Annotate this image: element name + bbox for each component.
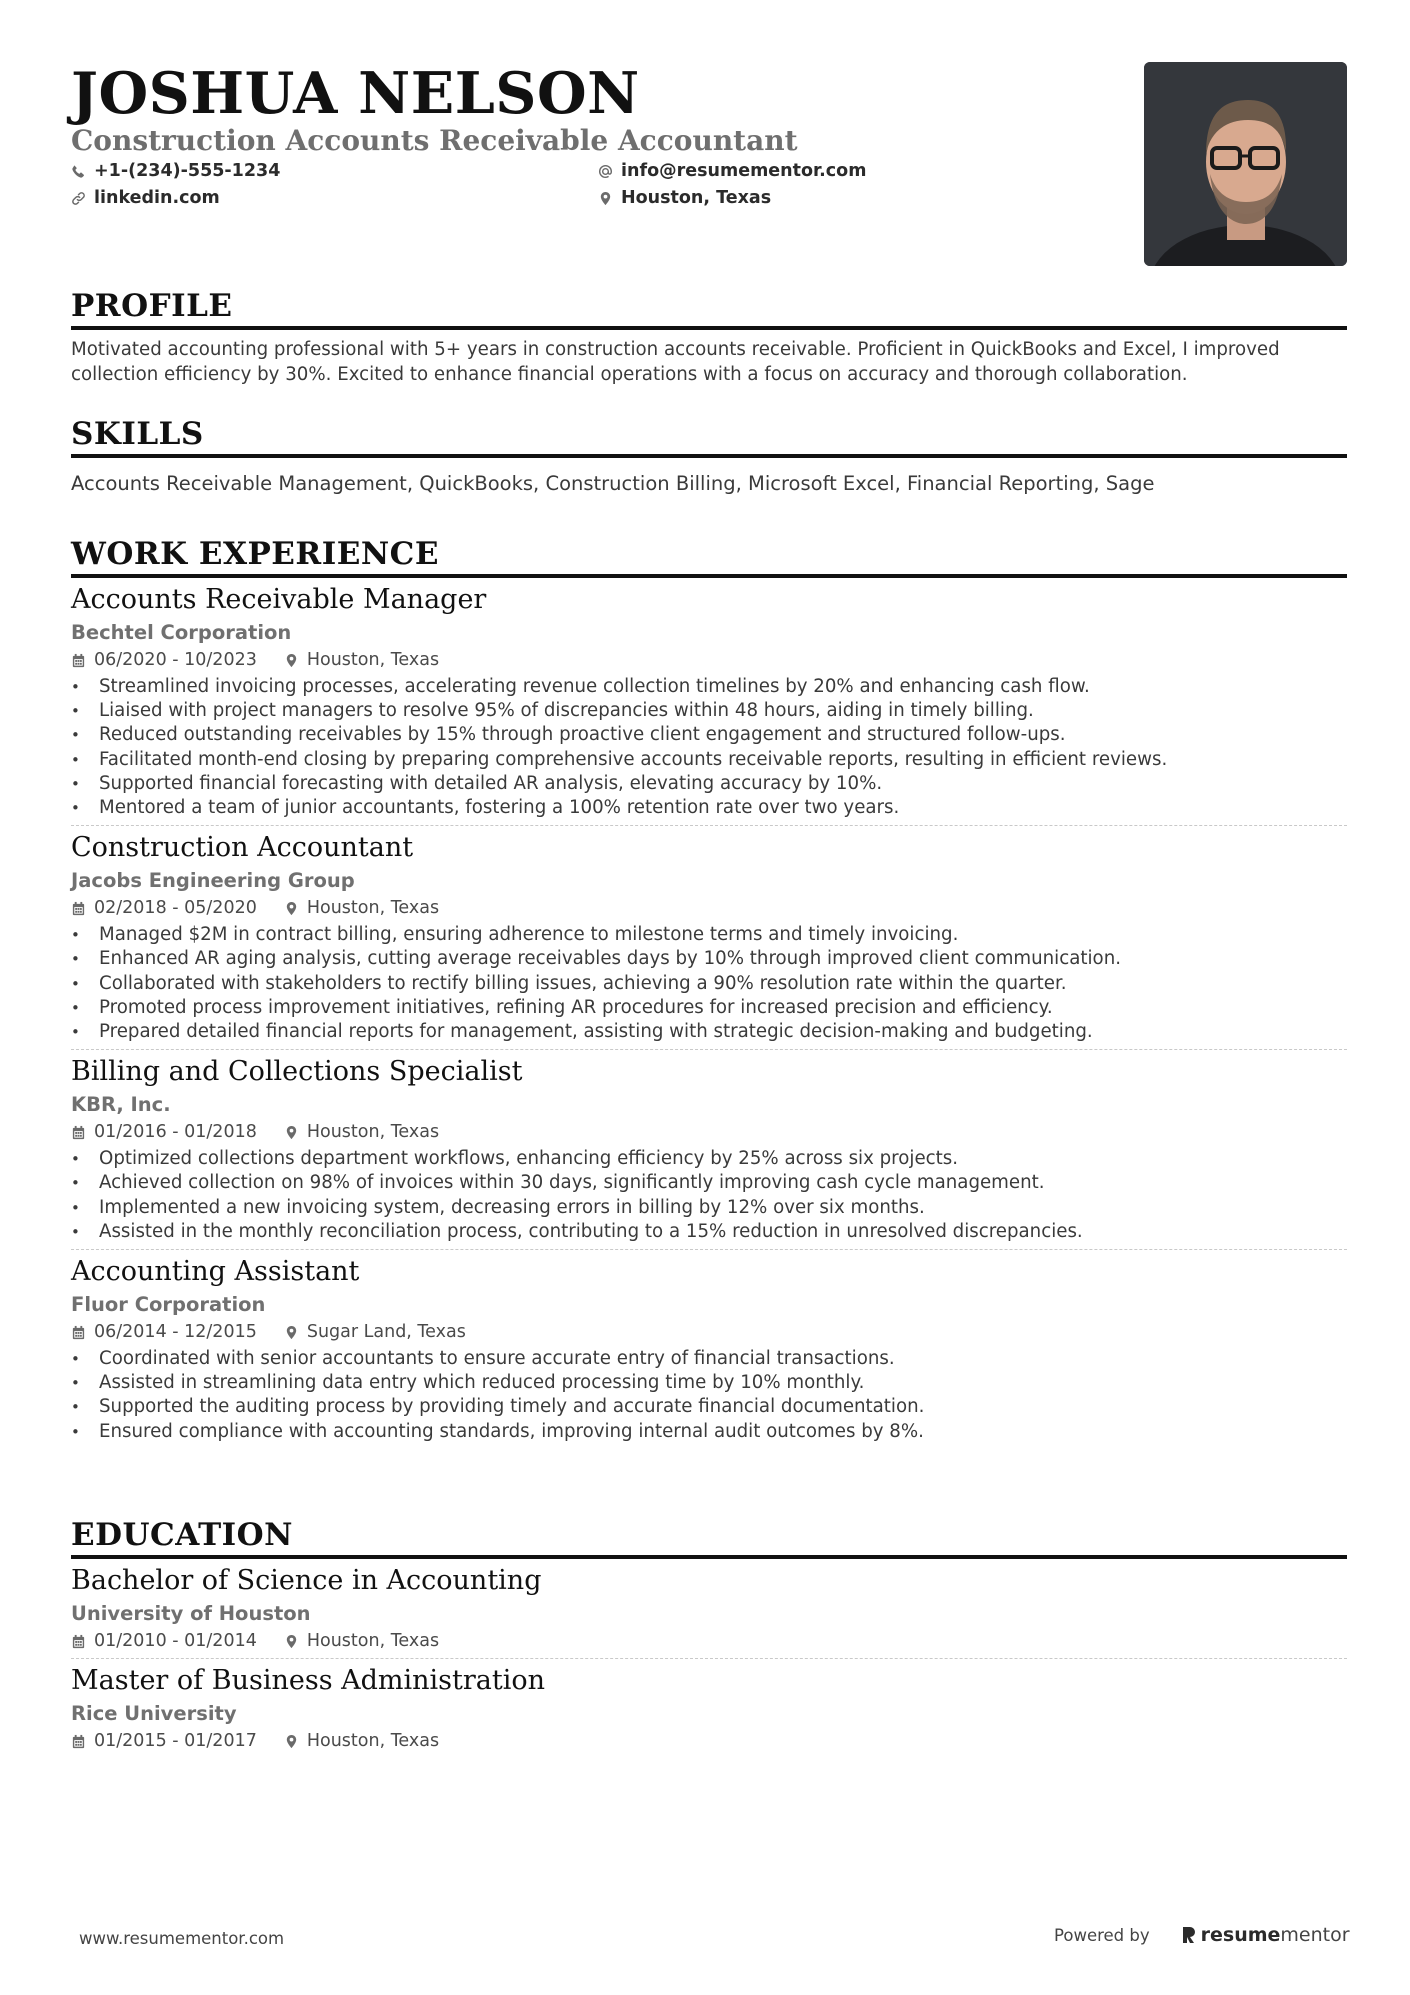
education-meta (71, 1729, 1347, 1753)
at-icon (598, 164, 613, 179)
bullet-item: • Achieved collection on 98% of invoices within 30 days, significantly improving cash cycle management. (71, 1171, 1347, 1195)
link-icon (71, 191, 86, 206)
bullet-item: • Implemented a new invoicing system, decreasing errors in billing by 12% over six months. (71, 1196, 1347, 1220)
bullet-item: • Enhanced AR aging analysis, cutting average receivables days by 10% through improved client communication. (71, 947, 1347, 971)
phone-number[interactable]: +1-(234)-555-1234 (94, 161, 281, 181)
bullet-item: • Facilitated month-end closing by preparing comprehensive accounts receivable reports, resulting in efficient reviews. (71, 748, 1347, 772)
bullet-item: • Supported the auditing process by providing timely and accurate financial documentation. (71, 1395, 1347, 1419)
brand-name-bold: resume (1200, 1924, 1281, 1946)
company-name: Bechtel Corporation (71, 621, 292, 644)
skills-section (71, 415, 1347, 497)
bullet-item: • Promoted process improvement initiatives, refining AR procedures for increased precision and efficiency. (71, 996, 1347, 1020)
job-entry (71, 1055, 1347, 1244)
bullet-item: • Liaised with project managers to resolve 95% of discrepancies within 48 hours, aiding in timely billing. (71, 699, 1347, 723)
education-entry (71, 1664, 1347, 1753)
job-bullets (71, 923, 1347, 1044)
education-location: Houston, Texas (306, 1731, 440, 1751)
powered-by-label: Powered by (1054, 1925, 1150, 1945)
degree-title: Master of Business Administration (71, 1665, 546, 1696)
contact-email (598, 160, 866, 182)
job-title: Accounts Receivable Manager (71, 584, 487, 615)
section-divider (71, 574, 1347, 578)
company-name: KBR, Inc. (71, 1093, 171, 1117)
job-dates: 02/2018 - 05/2020 (94, 898, 257, 919)
job-location: Houston, Texas (306, 650, 440, 670)
brand-mark-icon (1182, 1926, 1196, 1944)
job-title: Billing and Collections Specialist (71, 1056, 523, 1088)
entry-divider (71, 1658, 1347, 1659)
degree-title: Bachelor of Science in Accounting (71, 1565, 542, 1596)
email-address[interactable]: info@resumementor.com (621, 161, 867, 181)
bullet-item: • Reduced outstanding receivables by 15% through proactive client engagement and structured follow-ups. (71, 723, 1347, 747)
school-name: Rice University (71, 1702, 237, 1725)
job-location: Houston, Texas (306, 1122, 440, 1143)
candidate-title: Construction Accounts Receivable Accountant (71, 124, 798, 157)
job-bullets (71, 1347, 1347, 1444)
experience-heading: WORK EXPERIENCE (71, 536, 439, 572)
brand-name-light: mentor (1280, 1924, 1350, 1946)
job-location: Sugar Land, Texas (306, 1322, 466, 1343)
experience-section (71, 535, 1347, 1444)
job-meta (71, 1120, 1347, 1144)
calendar-icon (71, 653, 86, 668)
bullet-item: • Collaborated with stakeholders to rectify billing issues, achieving a 90% resolution rate within the quarter. (71, 972, 1347, 996)
bullet-item: • Prepared detailed financial reports for management, assisting with strategic decision-making and budgeting. (71, 1020, 1347, 1044)
job-dates: 06/2014 - 12/2015 (94, 1322, 257, 1343)
location-text: Houston, Texas (621, 188, 772, 208)
map-pin-icon (284, 1734, 299, 1749)
calendar-icon (71, 1125, 86, 1140)
calendar-icon (71, 901, 86, 916)
contact-linkedin (71, 187, 598, 209)
section-divider (71, 326, 1347, 330)
education-dates: 01/2015 - 01/2017 (94, 1731, 257, 1751)
school-name: University of Houston (71, 1602, 311, 1625)
map-pin-icon (284, 1125, 299, 1140)
job-meta (71, 1320, 1347, 1344)
profile-heading: PROFILE (71, 288, 233, 324)
job-entry (71, 583, 1347, 820)
contact-location (598, 187, 771, 209)
job-dates: 01/2016 - 01/2018 (94, 1122, 257, 1143)
profile-photo (1144, 62, 1347, 266)
skills-heading: SKILLS (71, 416, 204, 452)
education-section (71, 1516, 1347, 1753)
education-location: Houston, Texas (306, 1631, 440, 1651)
linkedin-link[interactable]: linkedin.com (94, 188, 220, 208)
map-pin-icon (284, 1634, 299, 1649)
section-divider (71, 1555, 1347, 1559)
education-entry (71, 1564, 1347, 1653)
education-dates: 01/2010 - 01/2014 (94, 1631, 257, 1651)
bullet-item: • Coordinated with senior accountants to ensure accurate entry of financial transactions. (71, 1347, 1347, 1371)
bullet-item: • Mentored a team of junior accountants, fostering a 100% retention rate over two years. (71, 796, 1347, 820)
job-entry (71, 1255, 1347, 1444)
phone-icon (71, 164, 86, 179)
footer-website[interactable]: www.resumementor.com (79, 1929, 285, 1948)
calendar-icon (71, 1734, 86, 1749)
candidate-name: JOSHUA NELSON (71, 60, 640, 127)
entry-divider (71, 825, 1347, 826)
job-location: Houston, Texas (306, 898, 440, 919)
education-meta (71, 1629, 1347, 1653)
map-pin-icon (284, 901, 299, 916)
section-divider (71, 454, 1347, 458)
profile-section (71, 287, 1347, 387)
job-title: Accounting Assistant (71, 1256, 360, 1288)
resume-content (71, 0, 1347, 1751)
bullet-item: • Supported financial forecasting with detailed AR analysis, elevating accuracy by 10%. (71, 772, 1347, 796)
job-title: Construction Accountant (71, 832, 414, 864)
entry-divider (71, 1249, 1347, 1250)
bullet-item: • Optimized collections department workflows, enhancing efficiency by 25% across six projects. (71, 1147, 1347, 1171)
company-name: Fluor Corporation (71, 1293, 266, 1317)
map-pin-icon (598, 191, 613, 206)
calendar-icon (71, 1634, 86, 1649)
bullet-item: • Ensured compliance with accounting standards, improving internal audit outcomes by 8%. (71, 1420, 1347, 1444)
job-meta (71, 896, 1347, 920)
contact-row-2 (71, 187, 891, 209)
job-dates: 06/2020 - 10/2023 (94, 650, 257, 670)
map-pin-icon (284, 1325, 299, 1340)
entry-divider (71, 1049, 1347, 1050)
education-heading: EDUCATION (71, 1517, 293, 1553)
contact-row-1 (71, 160, 891, 182)
job-entry (71, 831, 1347, 1044)
profile-summary: Motivated accounting professional with 5+ years in construction accounts receivable. Proficient in QuickBooks and Excel, I improved collection efficiency by 30%. Excited to enhance financial operations with a focus on accuracy and thorough collaboration. (71, 339, 1280, 385)
job-bullets (71, 1147, 1347, 1244)
calendar-icon (71, 1325, 86, 1340)
job-bullets (71, 675, 1347, 820)
job-meta (71, 648, 1347, 672)
brand-logo[interactable] (1182, 1924, 1350, 1946)
resume-header (71, 0, 1347, 275)
bullet-item: • Managed $2M in contract billing, ensuring adherence to milestone terms and timely invoicing. (71, 923, 1347, 947)
bullet-item: • Assisted in streamlining data entry which reduced processing time by 10% monthly. (71, 1371, 1347, 1395)
contact-phone (71, 160, 598, 182)
company-name: Jacobs Engineering Group (71, 869, 355, 893)
footer-brand (1054, 1924, 1350, 1946)
skills-list: Accounts Receivable Management, QuickBooks, Construction Billing, Microsoft Excel, Financial Reporting, Sage (71, 472, 1155, 495)
bullet-item: • Assisted in the monthly reconciliation process, contributing to a 15% reduction in unresolved discrepancies. (71, 1220, 1347, 1244)
map-pin-icon (284, 653, 299, 668)
bullet-item: • Streamlined invoicing processes, accelerating revenue collection timelines by 20% and enhancing cash flow. (71, 675, 1347, 699)
